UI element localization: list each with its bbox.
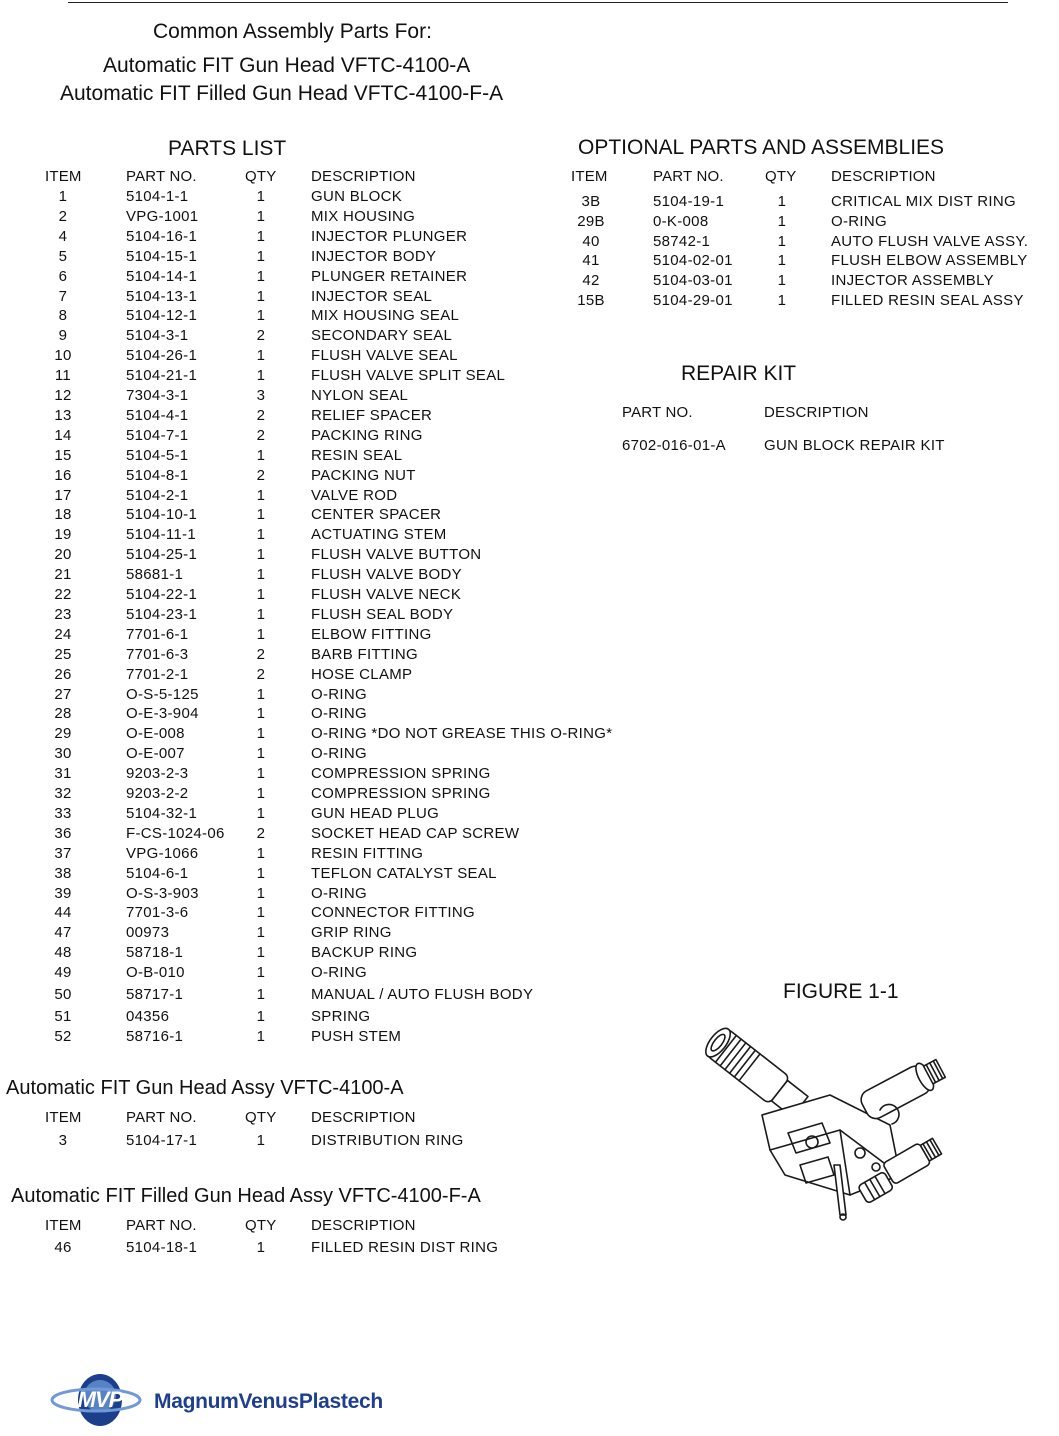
qty-cell: 1 xyxy=(256,864,266,882)
item-cell: 12 xyxy=(54,387,72,404)
item-cell: 49 xyxy=(54,964,72,982)
opt-qty-cell: 1 xyxy=(777,212,787,230)
qty-cell: 1 xyxy=(256,844,266,862)
part-no-cell: 58718-1 xyxy=(126,944,184,962)
assy-a-heading: Automatic FIT Gun Head Assy VFTC-4100-A xyxy=(6,1077,404,1099)
part-no-cell: 7701-6-1 xyxy=(126,625,189,643)
table-row xyxy=(0,626,650,646)
opt-part-no-cell: 5104-02-01 xyxy=(653,252,733,270)
item-cell: 7 xyxy=(58,287,68,305)
part-no-cell: 5104-23-1 xyxy=(126,605,198,623)
table-row xyxy=(0,686,650,706)
assy-fa-col-description-header: DESCRIPTION xyxy=(311,1217,416,1234)
part-no-cell: 5104-13-1 xyxy=(126,287,198,305)
item-cell: 10 xyxy=(54,347,72,365)
description-cell: O-RING xyxy=(311,964,367,982)
item-cell: 11 xyxy=(54,367,72,385)
qty-cell: 1 xyxy=(256,287,266,305)
qty-cell: 3 xyxy=(256,387,266,404)
description-cell: FLUSH VALVE SEAL xyxy=(311,347,458,365)
assy-fa-heading: Automatic FIT Filled Gun Head Assy VFTC-4100-F-A xyxy=(11,1185,481,1207)
opt-item-cell: 42 xyxy=(582,272,600,290)
table-row xyxy=(0,233,1059,253)
table-row xyxy=(0,845,650,865)
item-cell: 9 xyxy=(58,327,68,345)
qty-cell: 1 xyxy=(256,605,266,623)
qty-cell: 1 xyxy=(256,486,266,504)
opt-part-no-cell: 5104-29-01 xyxy=(653,292,733,309)
description-cell: INJECTOR PLUNGER xyxy=(311,227,468,245)
description-cell: FLUSH VALVE BODY xyxy=(311,566,462,584)
part-no-cell: 7701-3-6 xyxy=(126,904,189,922)
opt-item-cell: 29B xyxy=(577,212,605,230)
table-row xyxy=(0,885,650,905)
company-logo xyxy=(50,1372,410,1428)
part-no-cell: 04356 xyxy=(126,1007,170,1025)
part-no-cell: 5104-6-1 xyxy=(126,864,189,882)
part-no-cell: 5104-16-1 xyxy=(126,227,198,245)
part-no-cell: F-CS-1024-06 xyxy=(126,824,225,842)
opt-col-part-no-header: PART NO. xyxy=(653,168,724,185)
table-row xyxy=(0,193,1059,213)
assy-a-part-no: 5104-17-1 xyxy=(126,1132,198,1149)
qty-cell: 1 xyxy=(256,625,266,643)
table-row xyxy=(0,367,650,387)
doc-title-line1: Common Assembly Parts For: xyxy=(153,20,432,43)
description-cell: CONNECTOR FITTING xyxy=(311,904,475,922)
part-no-cell: O-E-007 xyxy=(126,745,185,763)
part-no-cell: 9203-2-3 xyxy=(126,765,189,783)
part-no-cell: 5104-1-1 xyxy=(126,188,189,205)
part-no-cell: 5104-7-1 xyxy=(126,426,189,444)
table-row xyxy=(0,1028,650,1048)
item-cell: 25 xyxy=(54,645,72,663)
description-cell: MIX HOUSING SEAL xyxy=(311,307,460,325)
qty-cell: 2 xyxy=(256,645,266,663)
description-cell: SECONDARY SEAL xyxy=(311,327,453,345)
table-row xyxy=(0,986,650,1006)
qty-cell: 2 xyxy=(256,466,266,484)
qty-cell: 1 xyxy=(256,526,266,544)
item-cell: 32 xyxy=(54,785,72,802)
description-cell: PUSH STEM xyxy=(311,1027,402,1045)
qty-cell: 1 xyxy=(256,944,266,962)
qty-cell: 1 xyxy=(256,705,266,723)
description-cell: COMPRESSION SPRING xyxy=(311,765,491,783)
repair-kit-description: GUN BLOCK REPAIR KIT xyxy=(764,437,945,454)
item-cell: 19 xyxy=(54,526,72,544)
item-cell: 50 xyxy=(54,986,72,1003)
item-cell: 5 xyxy=(58,247,68,265)
optional-parts-heading: OPTIONAL PARTS AND ASSEMBLIES xyxy=(578,136,945,159)
qty-cell: 2 xyxy=(256,665,266,683)
item-cell: 51 xyxy=(54,1007,72,1025)
qty-cell: 1 xyxy=(256,367,266,385)
part-no-cell: 7701-6-3 xyxy=(126,645,189,663)
opt-part-no-cell: 5104-19-1 xyxy=(653,193,725,210)
qty-cell: 1 xyxy=(256,986,266,1003)
table-row xyxy=(0,506,650,526)
part-no-cell: 5104-22-1 xyxy=(126,586,198,603)
qty-cell: 1 xyxy=(256,685,266,703)
description-cell: INJECTOR SEAL xyxy=(311,287,433,305)
part-no-cell: 5104-26-1 xyxy=(126,347,198,365)
item-cell: 8 xyxy=(58,307,68,325)
repair-kit-part-no: 6702-016-01-A xyxy=(622,437,726,454)
table-row xyxy=(0,487,650,507)
parts-list-heading: PARTS LIST xyxy=(168,137,287,160)
table-row xyxy=(0,865,650,885)
description-cell: FLUSH VALVE NECK xyxy=(311,586,462,603)
description-cell: RESIN FITTING xyxy=(311,844,424,862)
qty-cell: 1 xyxy=(256,347,266,365)
description-cell: BACKUP RING xyxy=(311,944,418,962)
table-row xyxy=(0,765,650,785)
opt-item-cell: 40 xyxy=(582,232,600,250)
qty-cell: 1 xyxy=(256,188,266,205)
item-cell: 29 xyxy=(54,725,72,743)
qty-cell: 1 xyxy=(256,267,266,285)
opt-description-cell: AUTO FLUSH VALVE ASSY. xyxy=(831,232,1029,250)
item-cell: 48 xyxy=(54,944,72,962)
item-cell: 24 xyxy=(54,625,72,643)
item-cell: 30 xyxy=(54,745,72,763)
opt-qty-cell: 1 xyxy=(777,193,787,210)
qty-cell: 1 xyxy=(256,765,266,783)
description-cell: SOCKET HEAD CAP SCREW xyxy=(311,824,520,842)
description-cell: VALVE ROD xyxy=(311,486,398,504)
description-cell: RELIEF SPACER xyxy=(311,406,433,424)
opt-description-cell: CRITICAL MIX DIST RING xyxy=(831,193,1016,210)
item-cell: 22 xyxy=(54,586,72,603)
table-row xyxy=(0,213,1059,233)
part-no-cell: 9203-2-2 xyxy=(126,785,189,802)
description-cell: BARB FITTING xyxy=(311,645,418,663)
company-name: MagnumVenusPlastech xyxy=(154,1390,383,1413)
part-no-cell: 5104-3-1 xyxy=(126,327,189,345)
item-cell: 13 xyxy=(54,406,72,424)
opt-part-no-cell: 5104-03-01 xyxy=(653,272,733,290)
assy-a-description: DISTRIBUTION RING xyxy=(311,1132,464,1149)
opt-col-description-header: DESCRIPTION xyxy=(831,168,936,185)
part-no-cell: O-E-3-904 xyxy=(126,705,199,723)
description-cell: GRIP RING xyxy=(311,924,392,942)
assy-fa-col-qty-header: QTY xyxy=(245,1217,277,1234)
opt-item-cell: 15B xyxy=(577,292,605,309)
item-cell: 37 xyxy=(54,844,72,862)
doc-title-line2: Automatic FIT Gun Head VFTC-4100-A xyxy=(103,54,471,77)
item-cell: 39 xyxy=(54,884,72,902)
qty-cell: 1 xyxy=(256,307,266,325)
part-no-cell: 5104-4-1 xyxy=(126,406,189,424)
qty-cell: 1 xyxy=(256,1007,266,1025)
part-no-cell: 7701-2-1 xyxy=(126,665,189,683)
part-no-cell: 58716-1 xyxy=(126,1027,184,1045)
qty-cell: 1 xyxy=(256,904,266,922)
opt-qty-cell: 1 xyxy=(777,232,787,250)
item-cell: 36 xyxy=(54,824,72,842)
part-no-cell: O-E-008 xyxy=(126,725,185,743)
description-cell: GUN HEAD PLUG xyxy=(311,804,440,822)
assy-fa-item: 46 xyxy=(54,1239,72,1256)
table-row xyxy=(0,387,650,407)
qty-cell: 1 xyxy=(256,207,266,225)
item-cell: 16 xyxy=(54,466,72,484)
description-cell: HOSE CLAMP xyxy=(311,665,413,683)
part-no-cell: 58681-1 xyxy=(126,566,184,584)
description-cell: FLUSH VALVE BUTTON xyxy=(311,546,482,564)
opt-qty-cell: 1 xyxy=(777,292,787,309)
qty-cell: 1 xyxy=(256,247,266,265)
table-row xyxy=(0,407,650,427)
qty-cell: 1 xyxy=(256,506,266,524)
assy-a-col-part-no-header: PART NO. xyxy=(126,1109,197,1126)
description-cell: O-RING xyxy=(311,745,367,763)
description-cell: MANUAL / AUTO FLUSH BODY xyxy=(311,986,534,1003)
qty-cell: 1 xyxy=(256,964,266,982)
opt-qty-cell: 1 xyxy=(777,272,787,290)
assy-a-col-description-header: DESCRIPTION xyxy=(311,1109,416,1126)
opt-item-cell: 41 xyxy=(582,252,600,270)
assy-a-qty: 1 xyxy=(256,1132,266,1149)
table-row xyxy=(0,292,1059,312)
part-no-cell: 5104-32-1 xyxy=(126,804,198,822)
qty-cell: 2 xyxy=(256,426,266,444)
table-row xyxy=(0,606,650,626)
part-no-cell: 5104-5-1 xyxy=(126,446,189,464)
description-cell: INJECTOR BODY xyxy=(311,247,437,265)
col-qty-header: QTY xyxy=(245,168,277,185)
item-cell: 21 xyxy=(54,566,72,584)
table-row xyxy=(0,447,650,467)
description-cell: PACKING NUT xyxy=(311,466,416,484)
part-no-cell: 7304-3-1 xyxy=(126,387,189,404)
assy-a-col-item-header: ITEM xyxy=(45,1109,82,1126)
description-cell: NYLON SEAL xyxy=(311,387,409,404)
description-cell: FLUSH SEAL BODY xyxy=(311,605,454,623)
table-row xyxy=(0,805,650,825)
qty-cell: 1 xyxy=(256,924,266,942)
item-cell: 18 xyxy=(54,506,72,524)
table-row xyxy=(0,272,1059,292)
qty-cell: 1 xyxy=(256,785,266,802)
opt-description-cell: O-RING xyxy=(831,212,887,230)
part-no-cell: 00973 xyxy=(126,924,170,942)
col-item-header: ITEM xyxy=(45,168,82,185)
description-cell: PACKING RING xyxy=(311,426,423,444)
description-cell: O-RING xyxy=(311,705,367,723)
part-no-cell: 5104-25-1 xyxy=(126,546,198,564)
part-no-cell: 5104-21-1 xyxy=(126,367,198,385)
item-cell: 44 xyxy=(54,904,72,922)
description-cell: FLUSH VALVE SPLIT SEAL xyxy=(311,367,506,385)
description-cell: SPRING xyxy=(311,1007,371,1025)
table-row xyxy=(0,944,650,964)
item-cell: 1 xyxy=(58,188,68,205)
opt-description-cell: FLUSH ELBOW ASSEMBLY xyxy=(831,252,1028,270)
table-row xyxy=(0,646,650,666)
qty-cell: 1 xyxy=(256,227,266,245)
assy-a-col-qty-header: QTY xyxy=(245,1109,277,1126)
item-cell: 2 xyxy=(58,207,68,225)
part-no-cell: O-B-010 xyxy=(126,964,185,982)
table-row xyxy=(0,964,650,984)
opt-part-no-cell: 58742-1 xyxy=(653,232,711,250)
col-part-no-header: PART NO. xyxy=(126,168,197,185)
part-no-cell: 5104-14-1 xyxy=(126,267,198,285)
optional-header-row xyxy=(0,168,1059,188)
item-cell: 47 xyxy=(54,924,72,942)
table-row xyxy=(0,347,650,367)
qty-cell: 2 xyxy=(256,327,266,345)
opt-description-cell: INJECTOR ASSEMBLY xyxy=(831,272,994,290)
table-row xyxy=(0,327,650,347)
table-row xyxy=(0,586,650,606)
opt-col-qty-header: QTY xyxy=(765,168,797,185)
part-no-cell: 5104-10-1 xyxy=(126,506,198,524)
opt-description-cell: FILLED RESIN SEAL ASSY xyxy=(831,292,1024,309)
gun-head-assembly-drawing xyxy=(700,1025,960,1225)
opt-item-cell: 3B xyxy=(581,193,601,210)
figure-caption: FIGURE 1-1 xyxy=(783,980,899,1003)
qty-cell: 1 xyxy=(256,725,266,743)
table-row xyxy=(0,252,1059,272)
description-cell: CENTER SPACER xyxy=(311,506,442,524)
top-rule xyxy=(68,2,1008,3)
repair-col-part-no-header: PART NO. xyxy=(622,404,693,421)
qty-cell: 2 xyxy=(256,824,266,842)
part-no-cell: 5104-8-1 xyxy=(126,466,189,484)
table-row xyxy=(0,825,650,845)
description-cell: ELBOW FITTING xyxy=(311,625,432,643)
description-cell: O-RING *DO NOT GREASE THIS O-RING* xyxy=(311,725,613,743)
description-cell: O-RING xyxy=(311,685,367,703)
part-no-cell: O-S-5-125 xyxy=(126,685,199,703)
doc-title-line3: Automatic FIT Filled Gun Head VFTC-4100-F-A xyxy=(60,82,504,105)
qty-cell: 1 xyxy=(256,566,266,584)
item-cell: 15 xyxy=(54,446,72,464)
table-row xyxy=(0,467,650,487)
item-cell: 4 xyxy=(58,227,68,245)
assy-fa-part-no: 5104-18-1 xyxy=(126,1239,198,1256)
assy-fa-col-item-header: ITEM xyxy=(45,1217,82,1234)
part-no-cell: 5104-11-1 xyxy=(126,526,196,544)
description-cell: GUN BLOCK xyxy=(311,188,403,205)
assy-fa-col-part-no-header: PART NO. xyxy=(126,1217,197,1234)
item-cell: 52 xyxy=(54,1027,72,1045)
assy-fa-qty: 1 xyxy=(256,1239,266,1256)
item-cell: 38 xyxy=(54,864,72,882)
qty-cell: 1 xyxy=(256,884,266,902)
item-cell: 26 xyxy=(54,665,72,683)
part-no-cell: 58717-1 xyxy=(126,986,184,1003)
qty-cell: 1 xyxy=(256,586,266,603)
qty-cell: 1 xyxy=(256,804,266,822)
description-cell: ACTUATING STEM xyxy=(311,526,447,544)
item-cell: 6 xyxy=(58,267,68,285)
opt-col-item-header: ITEM xyxy=(571,168,608,185)
col-description-header: DESCRIPTION xyxy=(311,168,416,185)
item-cell: 23 xyxy=(54,605,72,623)
table-row xyxy=(0,546,650,566)
item-cell: 17 xyxy=(54,486,72,504)
part-no-cell: VPG-1066 xyxy=(126,844,199,862)
table-row xyxy=(0,924,650,944)
item-cell: 33 xyxy=(54,804,72,822)
table-row xyxy=(0,666,650,686)
item-cell: 20 xyxy=(54,546,72,564)
qty-cell: 2 xyxy=(256,406,266,424)
table-row xyxy=(0,1008,650,1028)
qty-cell: 1 xyxy=(256,1027,266,1045)
part-no-cell: 5104-15-1 xyxy=(126,247,198,265)
qty-cell: 1 xyxy=(256,745,266,763)
description-cell: RESIN SEAL xyxy=(311,446,403,464)
table-row xyxy=(0,705,650,725)
part-no-cell: 5104-12-1 xyxy=(126,307,198,325)
table-row xyxy=(0,745,650,765)
table-row xyxy=(0,427,650,447)
qty-cell: 1 xyxy=(256,546,266,564)
part-no-cell: O-S-3-903 xyxy=(126,884,199,902)
item-cell: 31 xyxy=(54,765,72,783)
table-row xyxy=(0,785,650,805)
opt-qty-cell: 1 xyxy=(777,252,787,270)
logo-badge-text: MVP xyxy=(77,1387,123,1412)
item-cell: 27 xyxy=(54,685,72,703)
item-cell: 28 xyxy=(54,705,72,723)
opt-part-no-cell: 0-K-008 xyxy=(653,212,709,230)
table-row xyxy=(0,725,650,745)
table-row xyxy=(0,566,650,586)
table-row xyxy=(0,904,650,924)
description-cell: COMPRESSION SPRING xyxy=(311,785,491,802)
description-cell: MIX HOUSING xyxy=(311,207,416,225)
optional-parts-table xyxy=(0,193,1059,323)
item-cell: 14 xyxy=(54,426,72,444)
assy-a-item: 3 xyxy=(58,1132,68,1149)
repair-col-description-header: DESCRIPTION xyxy=(764,404,869,421)
part-no-cell: VPG-1001 xyxy=(126,207,199,225)
description-cell: PLUNGER RETAINER xyxy=(311,267,468,285)
description-cell: TEFLON CATALYST SEAL xyxy=(311,864,497,882)
repair-kit-heading: REPAIR KIT xyxy=(681,362,797,385)
table-row xyxy=(0,526,650,546)
assy-fa-description: FILLED RESIN DIST RING xyxy=(311,1239,499,1256)
part-no-cell: 5104-2-1 xyxy=(126,486,189,504)
description-cell: O-RING xyxy=(311,884,367,902)
qty-cell: 1 xyxy=(256,446,266,464)
